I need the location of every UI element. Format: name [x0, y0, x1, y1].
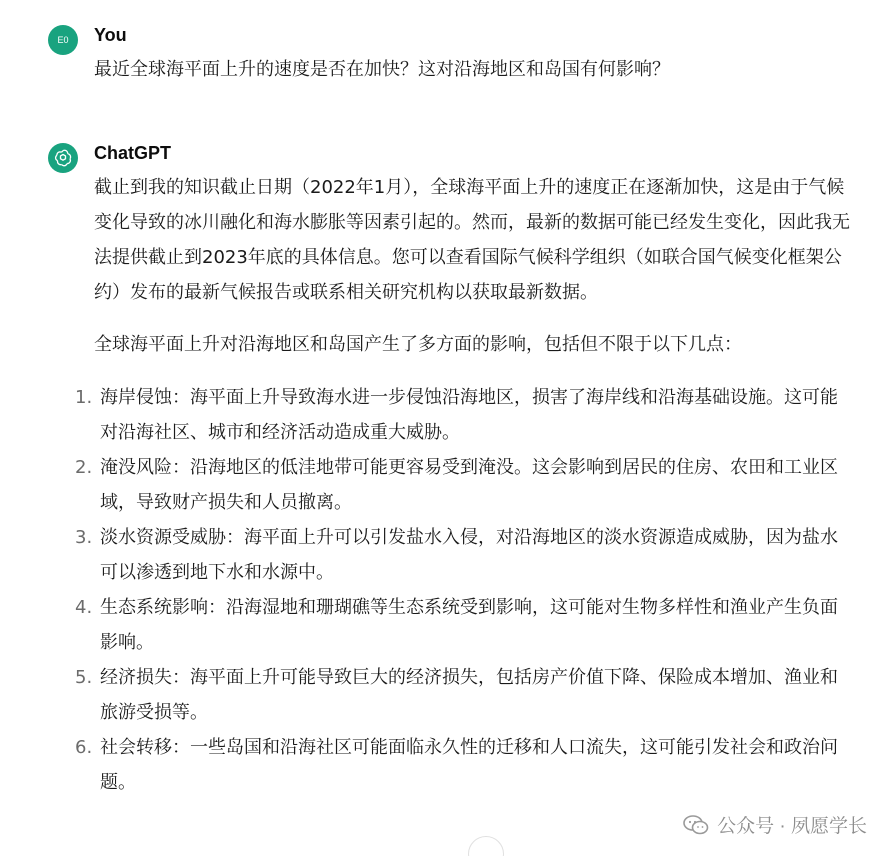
watermark [683, 811, 867, 838]
watermark-text: 公众号 · 夙愿学长 [717, 816, 867, 837]
wechat-icon [683, 815, 709, 835]
list-item [75, 450, 854, 520]
list-item [75, 730, 854, 800]
list-item-text: 经济损失：海平面上升可能导致巨大的经济损失，包括房产价值下降、保险成本增加、渔业和旅游受损等。 [100, 667, 838, 723]
list-item-text: 淡水资源受威胁：海平面上升可以引发盐水入侵，对沿海地区的淡水资源造成威胁，因为盐水可以渗透到地下水和水源中。 [100, 527, 838, 583]
list-item [75, 380, 854, 450]
list-item-number: 1. [75, 387, 93, 408]
scroll-down-button[interactable] [468, 836, 504, 856]
list-item-text: 海岸侵蚀：海平面上升导致海水进一步侵蚀沿海地区，损害了海岸线和沿海基础设施。这可能对沿海社区、城市和经济活动造成重大威胁。 [100, 387, 838, 443]
list-item-number: 6. [75, 737, 93, 758]
list-item-number: 2. [75, 457, 93, 478]
list-item-number: 3. [75, 527, 93, 548]
impact-list [75, 380, 854, 800]
list-item-text: 生态系统影响：沿海湿地和珊瑚礁等生态系统受到影响，这可能对生物多样性和渔业产生负面影响。 [100, 597, 838, 653]
list-item-text: 社会转移：一些岛国和沿海社区可能面临永久性的迁移和人口流失，这可能引发社会和政治问题。 [100, 737, 838, 793]
assistant-author-name: ChatGPT [94, 143, 172, 163]
assistant-paragraph-2: 全球海平面上升对沿海地区和岛国产生了多方面的影响，包括但不限于以下几点： [94, 334, 742, 355]
user-avatar-initials: E0 [57, 35, 69, 45]
list-item [75, 660, 854, 730]
list-item-number: 5. [75, 667, 93, 688]
user-avatar[interactable] [48, 25, 78, 55]
user-message-text: 最近全球海平面上升的速度是否在加快？这对沿海地区和岛国有何影响？ [94, 59, 670, 80]
user-author-name: You [94, 25, 127, 45]
list-item [75, 590, 854, 660]
list-item-number: 4. [75, 597, 93, 618]
list-item [75, 520, 854, 590]
list-item-text: 淹没风险：沿海地区的低洼地带可能更容易受到淹没。这会影响到居民的住房、农田和工业区域，导致财产损失和人员撤离。 [100, 457, 838, 513]
assistant-paragraph-1: 截止到我的知识截止日期（2022年1月），全球海平面上升的速度正在逐渐加快，这是由于气候变化导致的冰川融化和海水膨胀等因素引起的。然而，最新的数据可能已经发生变化，因此我无法提供截止到2023年底的具体信息。您可以查看国际气候科学组织（如联合国气候变化框架公约）发布的最新气候报告或联系相关研究机构以获取最新数据。 [94, 177, 850, 303]
openai-logo-icon [48, 143, 78, 173]
assistant-message-body [75, 170, 854, 800]
